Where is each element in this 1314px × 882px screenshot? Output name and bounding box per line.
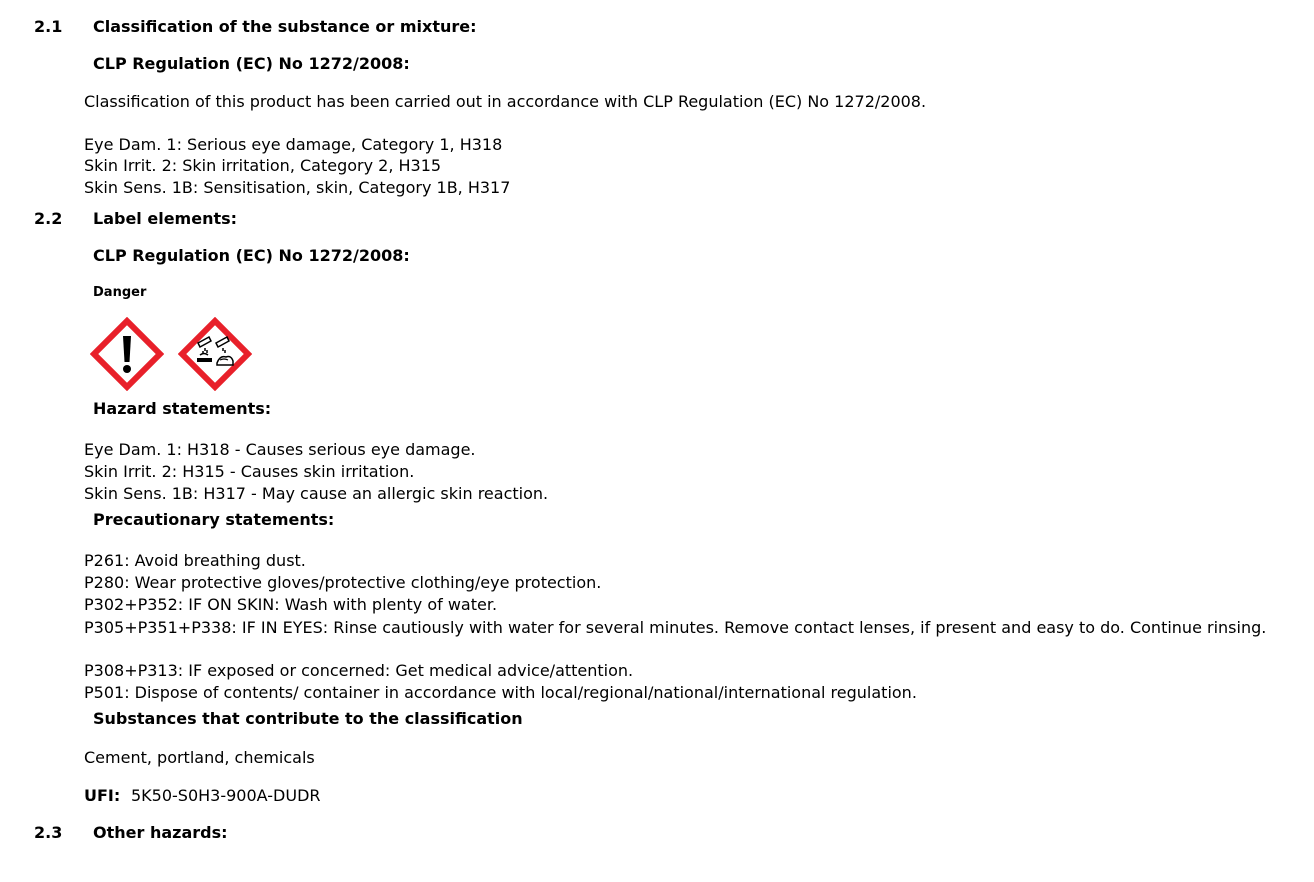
precautionary-statement: P501: Dispose of contents/ container in accordance with local/regional/national/international regulation. xyxy=(84,683,917,702)
precautionary-statement: P261: Avoid breathing dust. xyxy=(84,551,306,570)
precautionary-statement: P280: Wear protective gloves/protective clothing/eye protection. xyxy=(84,573,602,592)
hazard-statement: Eye Dam. 1: H318 - Causes serious eye damage. xyxy=(84,440,476,459)
classification-intro: Classification of this product has been carried out in accordance with CLP Regulation (EC) No 1272/2008. xyxy=(84,92,927,111)
ufi-label: UFI: xyxy=(84,786,121,805)
section-2-1-number: 2.1 xyxy=(34,17,63,36)
signal-word: Danger xyxy=(93,285,147,300)
precautionary-statement: P305+P351+P338: IF IN EYES: Rinse cautiously with water for several minutes. Remove contact lenses, if present and easy to do. Continue rinsing. xyxy=(84,618,1267,637)
section-2-3-title: Other hazards: xyxy=(93,823,228,842)
precautionary-statement: P308+P313: IF exposed or concerned: Get medical advice/attention. xyxy=(84,661,634,680)
classification-line: Skin Irrit. 2: Skin irritation, Category 2, H315 xyxy=(84,156,442,175)
section-2-2-number: 2.2 xyxy=(34,209,63,228)
ufi-value: 5K50-S0H3-900A-DUDR xyxy=(131,786,321,805)
corrosion-icon xyxy=(178,317,252,395)
section-2-2-title: Label elements: xyxy=(93,209,238,228)
precautionary-statement: P302+P352: IF ON SKIN: Wash with plenty of water. xyxy=(84,595,498,614)
section-2-3-number: 2.3 xyxy=(34,823,63,842)
substances-text: Cement, portland, chemicals xyxy=(84,748,315,767)
clp-heading-2-1: CLP Regulation (EC) No 1272/2008: xyxy=(93,54,410,73)
hazard-statements-heading: Hazard statements: xyxy=(93,399,272,418)
hazard-statement: Skin Sens. 1B: H317 - May cause an allergic skin reaction. xyxy=(84,484,549,503)
precautionary-statements-heading: Precautionary statements: xyxy=(93,510,335,529)
hazard-statement: Skin Irrit. 2: H315 - Causes skin irritation. xyxy=(84,462,415,481)
substances-heading: Substances that contribute to the classification xyxy=(93,709,523,728)
section-2-1-title: Classification of the substance or mixture: xyxy=(93,17,477,36)
exclamation-mark-icon xyxy=(90,317,164,395)
clp-heading-2-2: CLP Regulation (EC) No 1272/2008: xyxy=(93,246,410,265)
classification-line: Eye Dam. 1: Serious eye damage, Category 1, H318 xyxy=(84,135,503,154)
classification-line: Skin Sens. 1B: Sensitisation, skin, Category 1B, H317 xyxy=(84,178,511,197)
